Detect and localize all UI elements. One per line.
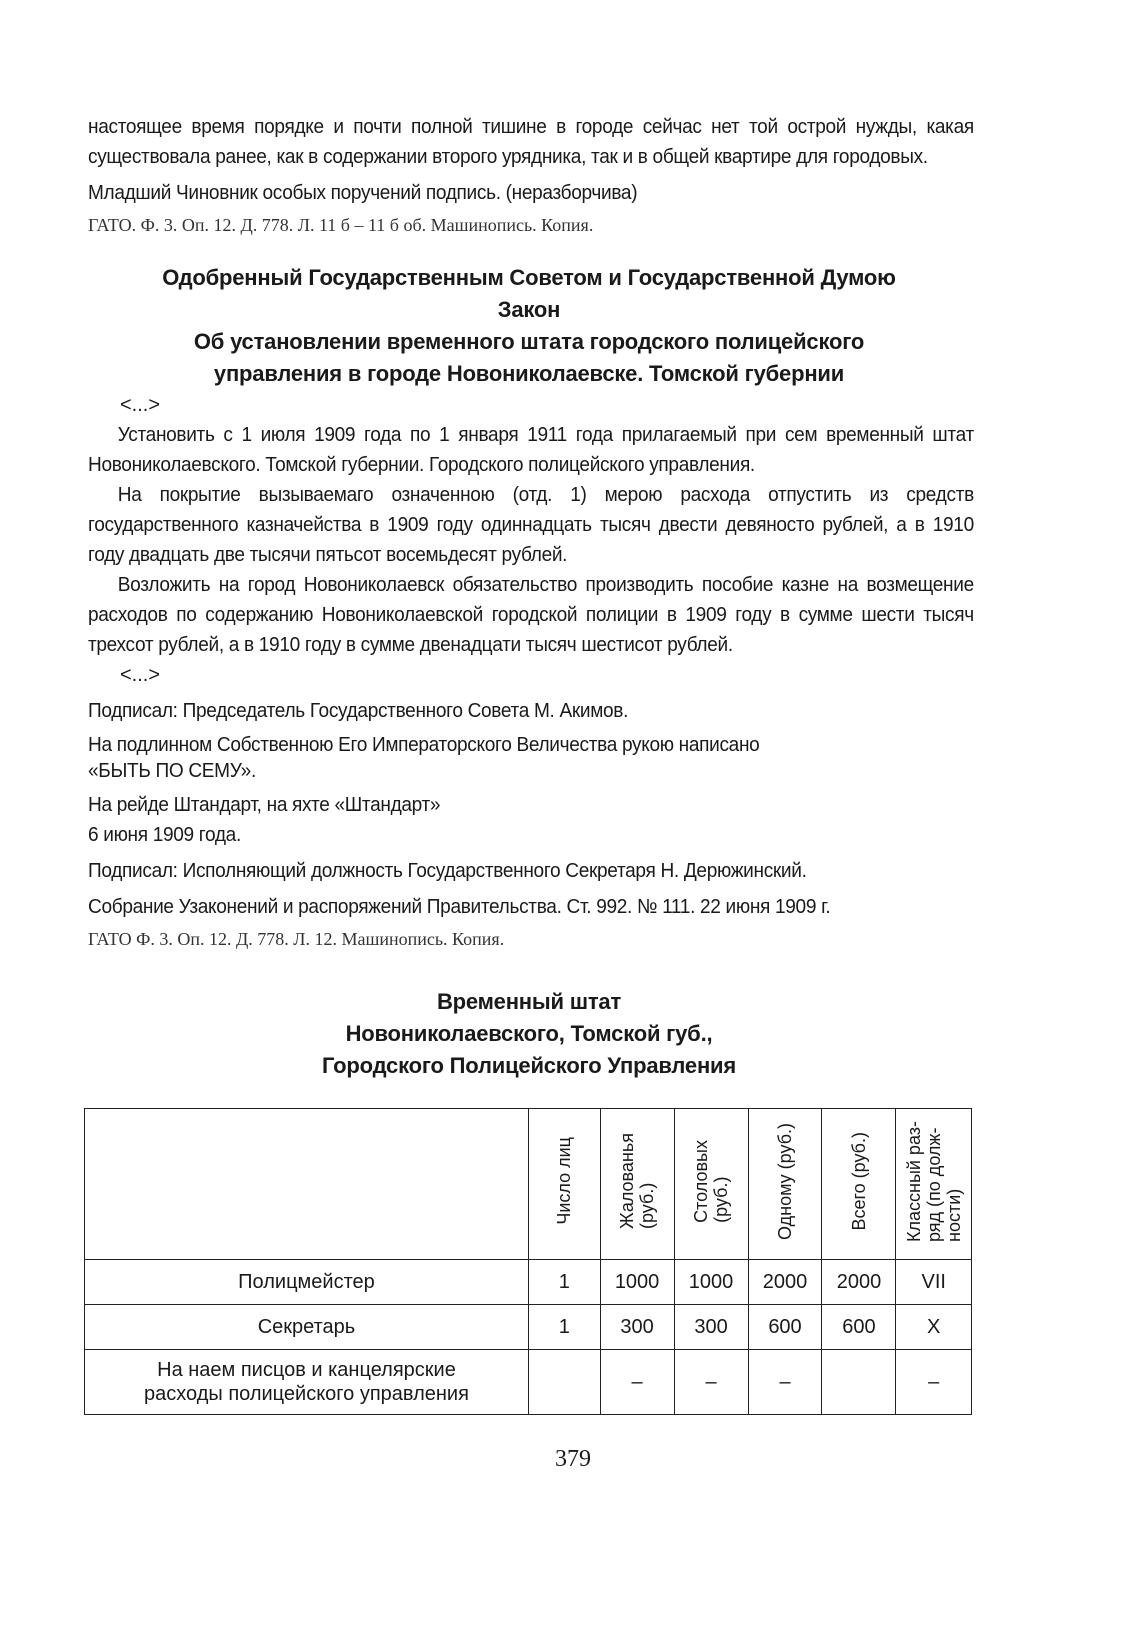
imperial-note (88, 732, 974, 784)
column-header-text: Столовых (691, 1139, 712, 1223)
intro-paragraph: настоящее время порядке и почти полной тишине в городе сейчас нет той острой нужды, какая существовала ранее, как в содержании второго урядника, так и в общей квартире для городовых. (88, 115, 974, 168)
archive-reference-2: ГАТО Ф. 3. Оп. 12. Д. 778. Л. 12. Машинопись. Копия. (88, 929, 505, 949)
archive-reference-1: ГАТО. Ф. 3. Оп. 12. Д. 778. Л. 11 б – 11 б об. Машинопись. Копия. (88, 215, 594, 235)
table-cell: 600 (822, 1305, 896, 1350)
staff-table (84, 1108, 972, 1415)
signing-date: 6 июня 1909 года. (88, 823, 241, 846)
table-row (85, 1260, 972, 1305)
table-header-row (85, 1109, 972, 1260)
column-header-text: Число лиц (554, 1137, 575, 1225)
law-paragraph-1: Установить с 1 июля 1909 года по 1 января 1911 года прилагаемый при сем временный штат Новониколаевского. Томской губернии. Городского полицейского управления. (88, 423, 974, 476)
law-title-line-3: Об установлении временного штата городского полицейского (193, 329, 865, 354)
table-header-blank (85, 1109, 529, 1260)
table-cell: 300 (674, 1305, 748, 1350)
law-title-line-1: Одобренный Государственным Советом и Государственной Думою (162, 265, 896, 290)
document-page (88, 112, 974, 1415)
table-cell: 1000 (674, 1260, 748, 1305)
column-header-text: Одному (руб.) (775, 1122, 795, 1240)
column-header-text: ности) (943, 1188, 964, 1242)
signature-chairman: Подписал: Председатель Государственного Совета М. Акимов. (88, 699, 629, 722)
omission-mark: <...> (120, 394, 161, 416)
table-cell: 2000 (748, 1260, 822, 1305)
intro-signature: Младший Чиновник особых поручений подпись. (неразборчива) (88, 181, 638, 204)
signing-place: На рейде Штандарт, на яхте «Штандарт» (88, 793, 441, 816)
table-cell: 600 (748, 1305, 822, 1350)
table-cell: X (896, 1305, 972, 1350)
column-header (528, 1109, 600, 1260)
law-paragraph-3: Возложить на город Новониколаевск обязательство производить пособие казне на возмещение расходов по содержанию Новониколаевской городской полиции в 1909 году в сумме шести тысяч трехсот рублей, а в 1910 году в сумме двенадцати тысяч шестисот рублей. (88, 573, 974, 656)
signature-secretary: Подписал: Исполняющий должность Государственного Секретаря Н. Дерюжинский. (88, 859, 807, 882)
column-header (896, 1109, 972, 1260)
omission-mark: <...> (120, 664, 161, 686)
law-title-line-2: Закон (497, 297, 561, 322)
staff-title-line-3: Городского Полицейского Управления (321, 1053, 736, 1078)
staff-title-line-1: Временный штат (436, 989, 622, 1014)
row-label: На наем писцов и канцелярские расходы полицейского управления (85, 1350, 529, 1415)
table-cell: VII (896, 1260, 972, 1305)
column-header-text: Классный раз- (903, 1120, 924, 1242)
page-number: 379 (555, 1446, 591, 1472)
staff-title-line-2: Новониколаевского, Томской губ., (345, 1021, 713, 1046)
row-label: Полицмейстер (85, 1260, 529, 1305)
law-title-line-4: управления в городе Новониколаевске. Томской губернии (213, 361, 845, 386)
column-header (674, 1109, 748, 1260)
table-row (85, 1350, 972, 1415)
table-cell: 300 (600, 1305, 674, 1350)
table-cell: 1 (528, 1260, 600, 1305)
column-header-text: (руб.) (637, 1182, 658, 1229)
table-cell: 1 (528, 1305, 600, 1350)
law-paragraph-2: На покрытие вызываемаго означенною (отд. 1) мерою расхода отпустить из средств государственного казначейства в 1909 году одиннадцать тысяч двести девяносто рублей, а в 1910 году двадцать две тысячи пятьсот восемьдесят рублей. (88, 483, 974, 566)
source-collection: Собрание Узаконений и распоряжений Правительства. Ст. 992. № 111. 22 июня 1909 г. (88, 895, 831, 918)
table-cell: 2000 (822, 1260, 896, 1305)
column-header-text: Всего (руб.) (848, 1131, 869, 1231)
column-header (600, 1109, 674, 1260)
row-label: Секретарь (85, 1305, 529, 1350)
imperial-note-text: На подлинном Собственною Его Императорского Величества рукою написано (88, 733, 760, 756)
table-cell: – (748, 1350, 822, 1415)
table-cell (528, 1350, 600, 1415)
column-header-text: ряд (по долж- (923, 1127, 944, 1242)
table-cell: 1000 (600, 1260, 674, 1305)
column-header-text: Жалованья (617, 1133, 638, 1229)
column-header (748, 1109, 822, 1260)
table-row (85, 1305, 972, 1350)
imperial-resolution: «БЫТЬ ПО СЕМУ». (88, 759, 256, 782)
column-header (822, 1109, 896, 1260)
column-header-text: (руб.) (711, 1176, 732, 1223)
table-cell: – (896, 1350, 972, 1415)
table-cell: – (600, 1350, 674, 1415)
table-cell: – (674, 1350, 748, 1415)
table-cell (822, 1350, 896, 1415)
